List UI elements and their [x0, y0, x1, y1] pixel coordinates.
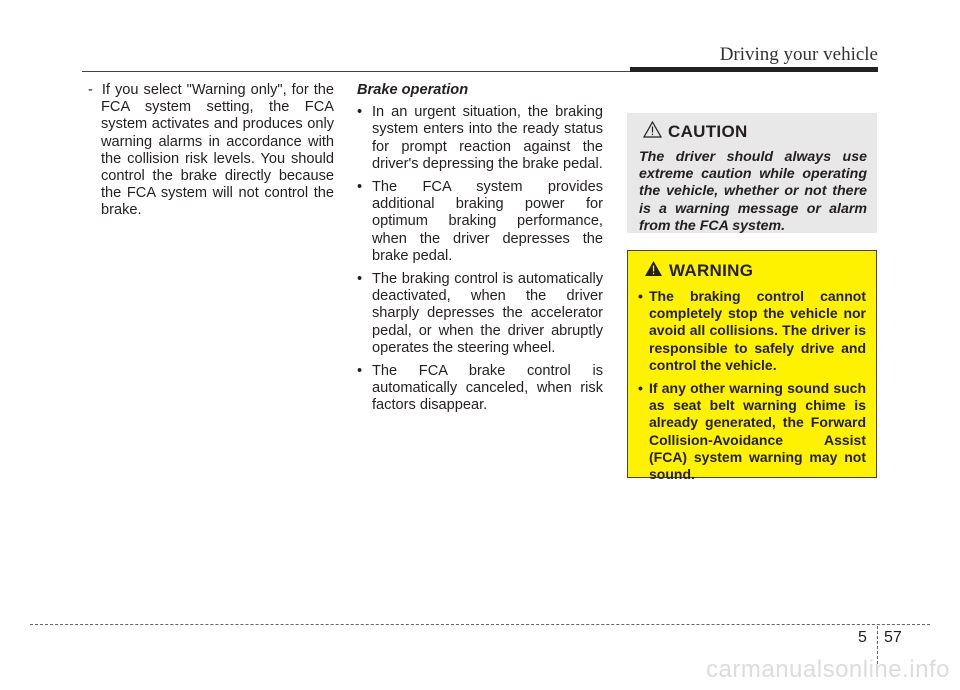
dash-paragraph	[88, 82, 334, 220]
list-item: • The FCA brake control is automatically canceled, when risk factors disappear.	[357, 363, 603, 414]
chapter-number: 5	[858, 629, 867, 646]
brake-operation-heading: Brake operation	[357, 82, 469, 98]
dash-marker: -	[88, 82, 93, 98]
watermark: carmanualsonline.info	[706, 656, 950, 683]
list-item-text: If any other warning sound such as seat belt warning chime is already generated, the Forward Collision-Avoidance Assist (FCA) system warning may not sound.	[649, 380, 866, 483]
list-item: • The braking control cannot completely stop the vehicle nor avoid all collisions. The driver is responsible to safely drive and control the vehicle.	[638, 288, 866, 373]
list-item-text: The braking control cannot completely stop the vehicle nor avoid all collisions. The driver is responsible to safely drive and control the vehicle.	[649, 288, 866, 373]
footer-rule	[30, 624, 930, 625]
list-item-text: In an urgent situation, the braking system enters into the ready status for prompt reaction against the driver's depressing the brake pedal.	[372, 104, 603, 172]
header-rule-thick	[630, 67, 878, 72]
caution-text: The driver should always use extreme caution while operating the vehicle, whether or not there is a warning message or alarm from the FCA system.	[639, 149, 867, 234]
list-item: • In an urgent situation, the braking system enters into the ready status for prompt reaction against the driver's depressing the brake pedal.	[357, 104, 603, 172]
warning-triangle-outline-icon	[643, 121, 662, 143]
caution-label: CAUTION	[668, 122, 748, 141]
list-item-text: The FCA system provides additional braking power for optimum braking performance, when the driver depresses the brake pedal.	[372, 179, 603, 264]
left-column	[88, 82, 334, 220]
middle-column	[357, 82, 603, 421]
header-rule-thin	[82, 71, 630, 72]
warning-box	[627, 250, 877, 483]
left-paragraph-text: If you select "Warning only", for the FCA system setting, the FCA system activates and produces only warning alarms in accordance with the collision risk levels. You should control the brake directly because the FCA system will not control the brake.	[101, 82, 334, 219]
warning-list	[638, 288, 866, 483]
brake-operation-list	[357, 104, 603, 414]
warning-header	[644, 260, 866, 282]
page-header-title: Driving your vehicle	[719, 44, 878, 65]
warning-label: WARNING	[669, 261, 754, 280]
caution-box	[627, 113, 877, 233]
warning-triangle-filled-icon	[644, 260, 663, 282]
list-item: • The braking control is automatically deactivated, when the driver sharply depresses the accelerator pedal, or when the driver abruptly operates the steering wheel.	[357, 271, 603, 356]
list-item-text: The FCA brake control is automatically canceled, when risk factors disappear.	[372, 363, 603, 414]
page-number: 57	[884, 629, 902, 646]
caution-header	[643, 121, 867, 143]
list-item-text: The braking control is automatically deactivated, when the driver sharply depresses the accelerator pedal, or when the driver abruptly operates the steering wheel.	[372, 271, 603, 356]
list-item: • The FCA system provides additional braking power for optimum braking performance, when the driver depresses the brake pedal.	[357, 179, 603, 264]
list-item: • If any other warning sound such as seat belt warning chime is already generated, the Forward Collision-Avoidance Assist (FCA) system warning may not sound.	[638, 380, 866, 483]
